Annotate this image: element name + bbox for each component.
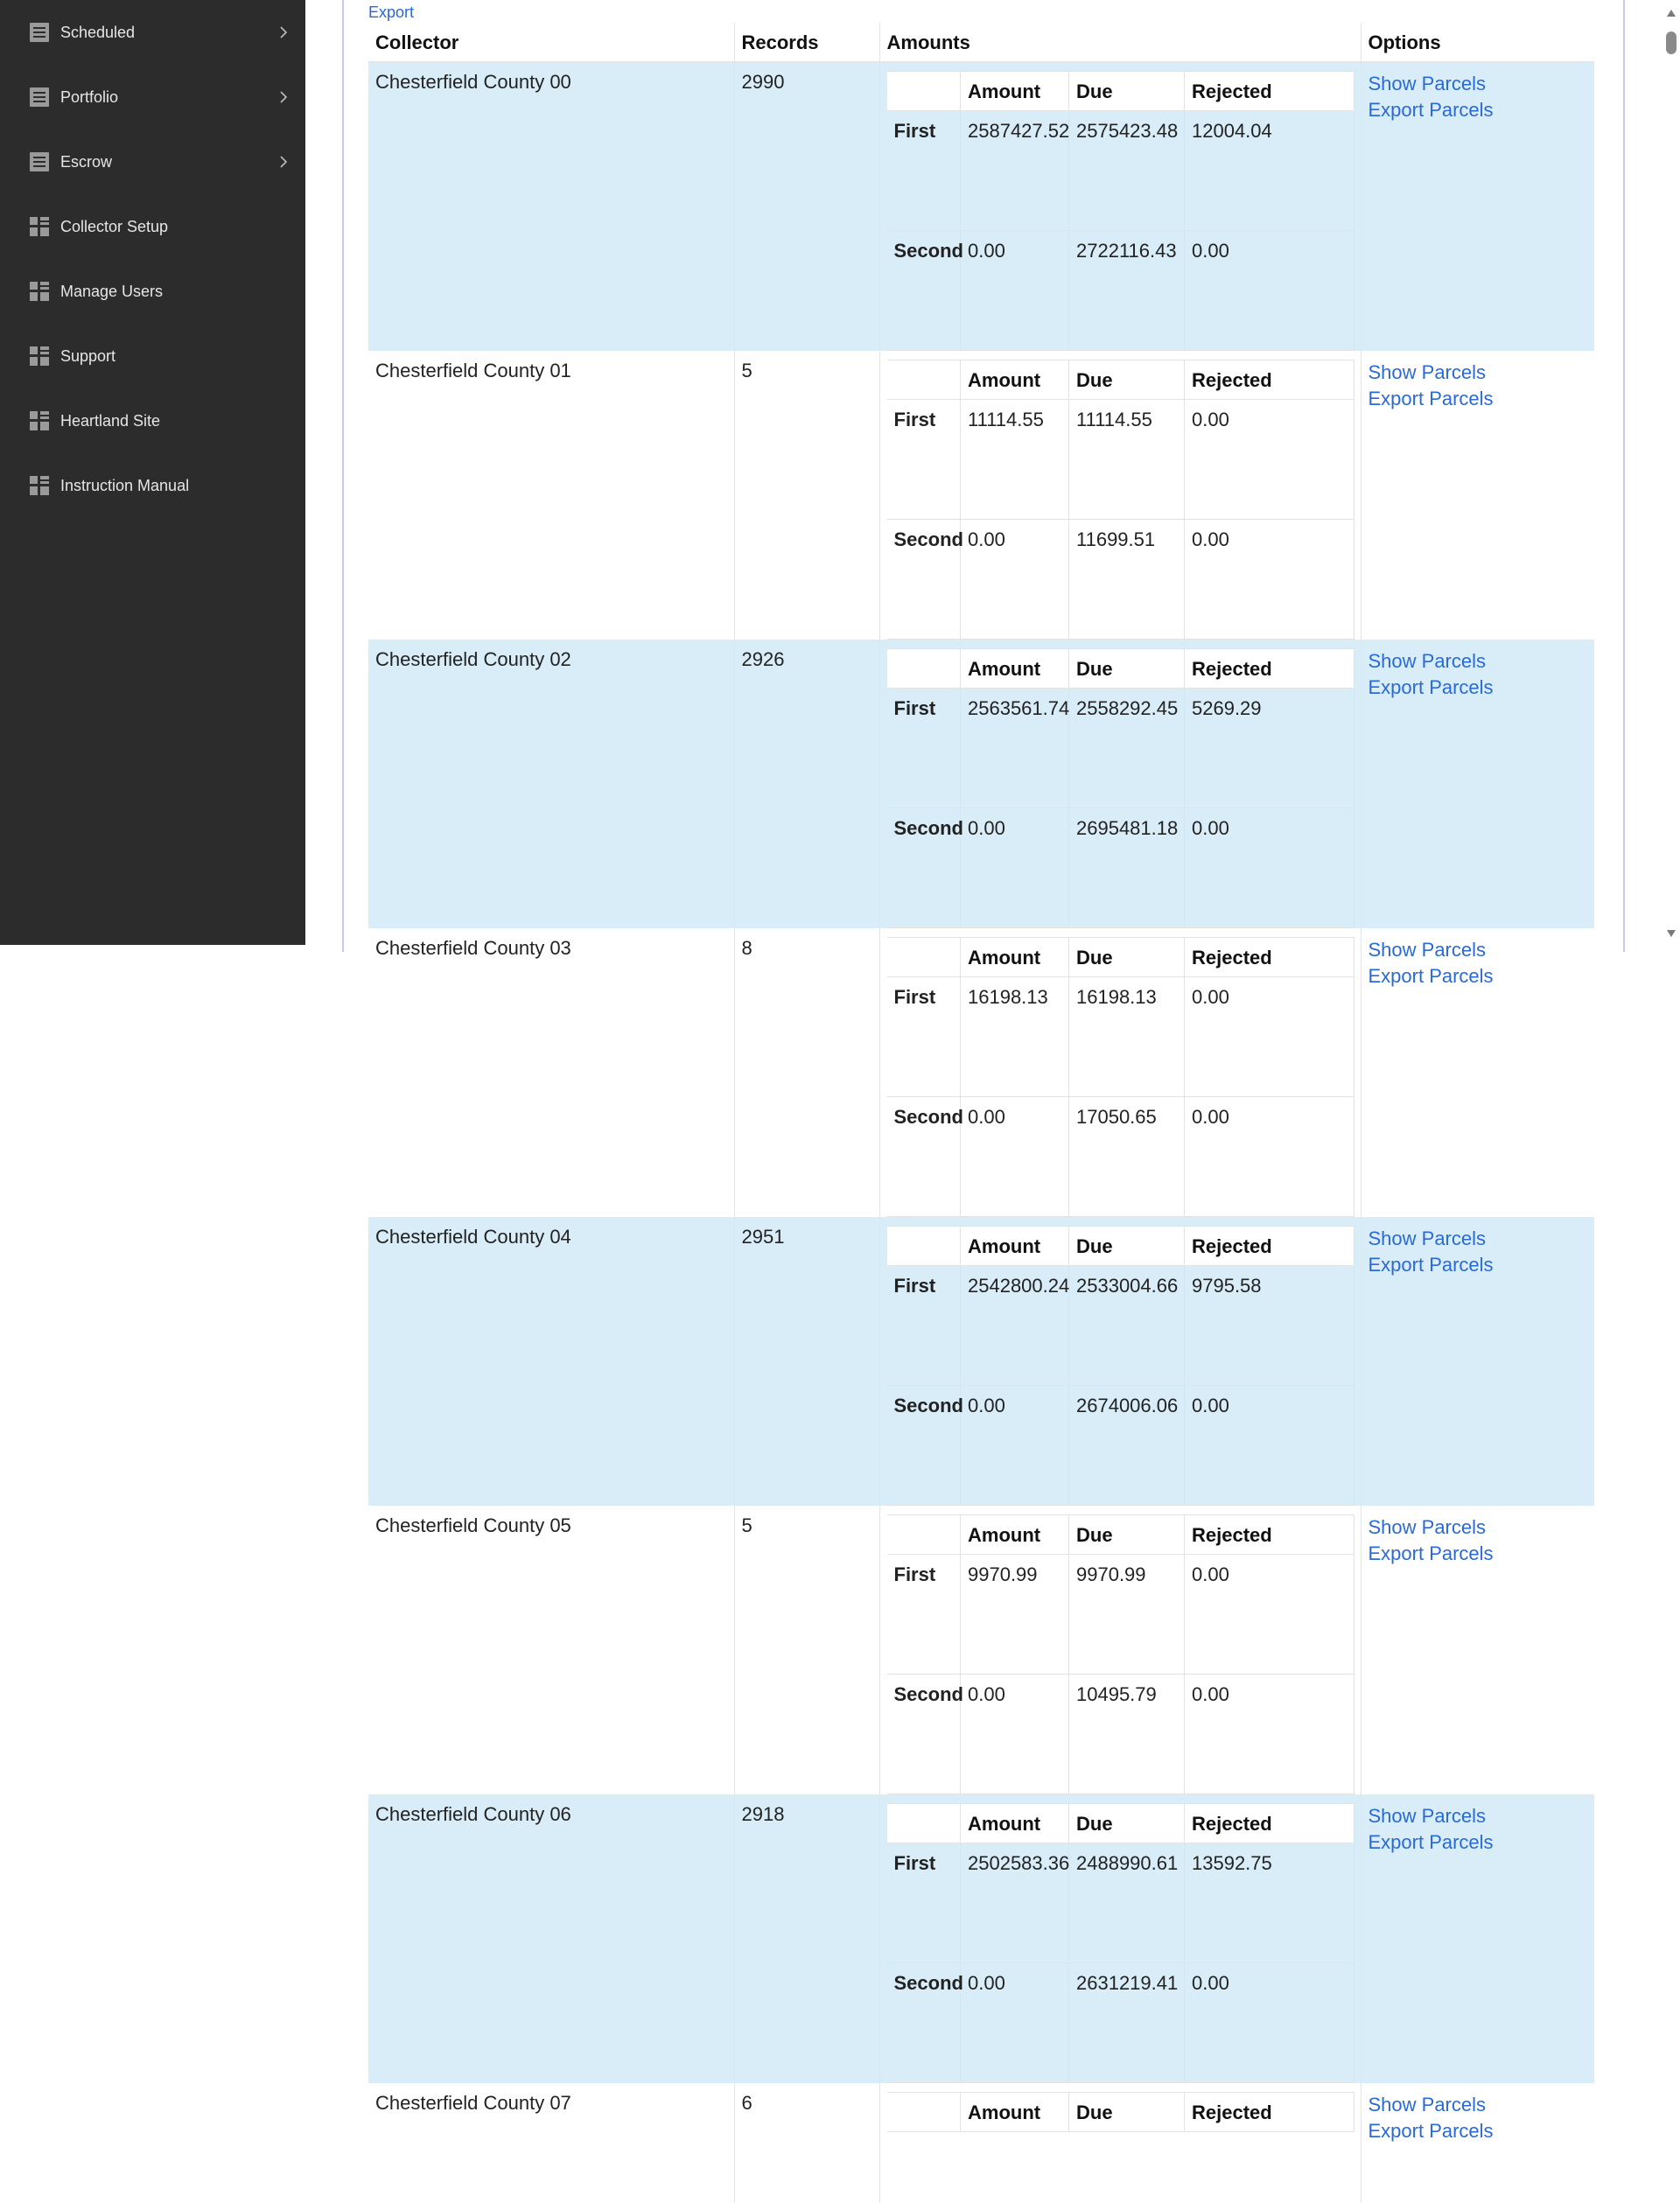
amounts-row-label: Second [887,808,961,928]
amounts-header-rejected: Rejected [1185,938,1354,977]
rejected-value: 5269.29 [1185,689,1354,808]
amount-value: 2542800.24 [961,1266,1069,1386]
amounts-row-label: Second [887,1386,961,1506]
amount-value: 0.00 [961,1386,1069,1506]
show-parcels-link[interactable]: Show Parcels [1368,73,1487,94]
records-cell: 2951 [734,1217,879,1506]
amount-value: 2502583.36 [961,1843,1069,1963]
amounts-header-amount: Amount [961,72,1069,111]
amounts-header-blank [887,2093,961,2132]
grid-icon [29,216,50,237]
due-value: 2558292.45 [1069,689,1185,808]
due-value: 2631219.41 [1069,1963,1185,2083]
amounts-subtable [887,1226,1355,1506]
records-cell: 2926 [734,640,879,928]
chevron-right-icon [277,156,290,168]
amounts-row-label: First [887,689,961,808]
amounts-subtable [887,937,1355,1217]
amounts-row-label: First [887,1843,961,1963]
amounts-cell [879,2083,1361,2203]
sidebar-item-label: Escrow [60,152,113,171]
sidebar-item-label: Support [60,346,116,365]
sidebar-item-label: Collector Setup [60,217,169,235]
grid-icon [29,346,50,367]
amounts-row [887,520,1354,640]
list-icon [29,87,50,108]
amounts-row [887,1097,1354,1217]
header-amounts: Amounts [879,23,1361,62]
rejected-value: 0.00 [1185,400,1354,520]
amounts-subtable [887,1514,1355,1794]
due-value: 10495.79 [1069,1675,1185,1794]
grid-icon [29,475,50,496]
header-options: Options [1361,23,1594,62]
export-parcels-link[interactable]: Export Parcels [1368,2120,1494,2142]
export-parcels-link[interactable]: Export Parcels [1368,1254,1494,1276]
due-value: 2695481.18 [1069,808,1185,928]
amounts-header-rejected: Rejected [1185,1227,1354,1266]
due-value: 2722116.43 [1069,231,1185,351]
list-icon [29,22,50,43]
amounts-row [887,111,1354,231]
sidebar-item-portfolio[interactable] [0,65,305,129]
amounts-header-due: Due [1069,938,1185,977]
amounts-cell [879,1506,1361,1794]
rejected-value: 0.00 [1185,1555,1354,1675]
amounts-header-row [887,1804,1354,1843]
table-row [368,1217,1594,1506]
amounts-row-label: First [887,1266,961,1386]
chevron-right-icon [277,91,290,103]
records-cell: 8 [734,928,879,1217]
amounts-header-rejected: Rejected [1185,1804,1354,1843]
amounts-header-row [887,2093,1354,2132]
sidebar-item-label: Scheduled [60,23,136,41]
amounts-row-label: Second [887,231,961,351]
sidebar-item-label: Heartland Site [60,411,161,430]
records-cell: 2918 [734,1794,879,2083]
due-value: 16198.13 [1069,977,1185,1097]
amounts-row [887,1963,1354,2083]
amounts-header-amount: Amount [961,1227,1069,1266]
main-content [305,0,1680,2142]
amounts-row [887,1266,1354,1386]
amounts-header-due: Due [1069,2093,1185,2132]
amounts-row-label: First [887,111,961,231]
amounts-header-row [887,72,1354,111]
amounts-header-due: Due [1069,1515,1185,1555]
amounts-header-row [887,938,1354,977]
amounts-row [887,1555,1354,1675]
options-cell [1361,351,1594,640]
sidebar-item-escrow[interactable] [0,129,305,194]
amounts-cell [879,640,1361,928]
options-cell [1361,1217,1594,1506]
amounts-header-rejected: Rejected [1185,360,1354,400]
amounts-header-row [887,649,1354,689]
amounts-header-amount: Amount [961,2093,1069,2132]
due-value: 2575423.48 [1069,111,1185,231]
due-value: 9970.99 [1069,1555,1185,1675]
amounts-header-blank [887,649,961,689]
rejected-value: 0.00 [1185,231,1354,351]
amounts-header-blank [887,360,961,400]
sidebar-item-manage-users[interactable] [0,259,305,324]
show-parcels-link[interactable]: Show Parcels [1368,1805,1487,1827]
amounts-header-blank [887,1515,961,1555]
export-parcels-link[interactable]: Export Parcels [1368,99,1494,121]
due-value: 17050.65 [1069,1097,1185,1217]
amounts-subtable [887,2092,1355,2132]
rejected-value: 13592.75 [1185,1843,1354,1963]
collector-cell: Chesterfield County 06 [368,1794,734,2083]
show-parcels-link[interactable]: Show Parcels [1368,2094,1487,2116]
amounts-row [887,977,1354,1097]
rejected-value: 0.00 [1185,1386,1354,1506]
options-cell [1361,928,1594,1217]
due-value: 2488990.61 [1069,1843,1185,1963]
records-cell: 5 [734,1506,879,1794]
amounts-header-row [887,360,1354,400]
sidebar-item-collector-setup[interactable] [0,194,305,259]
options-cell [1361,1794,1594,2083]
rejected-value: 12004.04 [1185,111,1354,231]
export-parcels-link[interactable]: Export Parcels [1368,1831,1494,1853]
rejected-value: 0.00 [1185,808,1354,928]
amounts-header-blank [887,938,961,977]
sidebar-item-label: Manage Users [60,282,164,300]
table-row [368,640,1594,928]
amounts-subtable [887,1803,1355,2083]
options-cell [1361,2083,1594,2203]
collector-cell: Chesterfield County 01 [368,351,734,640]
show-parcels-link[interactable]: Show Parcels [1368,361,1487,383]
amounts-header-rejected: Rejected [1185,649,1354,689]
amounts-subtable [887,360,1355,640]
amounts-header-rejected: Rejected [1185,72,1354,111]
amounts-header-row [887,1227,1354,1266]
amount-value: 0.00 [961,1963,1069,2083]
collector-cell: Chesterfield County 00 [368,62,734,352]
rejected-value: 0.00 [1185,520,1354,640]
amounts-row-label: First [887,1555,961,1675]
amounts-header-due: Due [1069,1804,1185,1843]
amount-value: 2563561.74 [961,689,1069,808]
collector-cell: Chesterfield County 02 [368,640,734,928]
scroll-up-arrow-icon[interactable] [1666,7,1676,17]
table-row [368,62,1594,352]
due-value: 11699.51 [1069,520,1185,640]
grid-icon [29,410,50,431]
amounts-row [887,689,1354,808]
amounts-header-amount: Amount [961,649,1069,689]
scroll-thumb[interactable] [1666,31,1676,54]
amount-value: 16198.13 [961,977,1069,1097]
amounts-row-label: Second [887,520,961,640]
amounts-subtable [887,71,1355,351]
amounts-row-label: First [887,977,961,1097]
amounts-row-label: Second [887,1675,961,1794]
show-parcels-link[interactable]: Show Parcels [1368,1227,1487,1249]
amount-value: 11114.55 [961,400,1069,520]
amounts-header-amount: Amount [961,938,1069,977]
amount-value: 2587427.52 [961,111,1069,231]
amount-value: 0.00 [961,231,1069,351]
rejected-value: 0.00 [1185,1675,1354,1794]
collector-cell: Chesterfield County 07 [368,2083,734,2203]
collector-cell: Chesterfield County 05 [368,1506,734,1794]
export-parcels-link[interactable]: Export Parcels [1368,676,1494,698]
chevron-right-icon [277,26,290,38]
sidebar [0,0,305,945]
amounts-row-label: Second [887,1963,961,2083]
amounts-header-blank [887,1804,961,1843]
table-row [368,1794,1594,2083]
amounts-header-rejected: Rejected [1185,2093,1354,2132]
sidebar-item-label: Instruction Manual [60,476,190,494]
amounts-row [887,808,1354,928]
rejected-value: 0.00 [1185,1097,1354,1217]
amounts-cell [879,1217,1361,1506]
due-value: 11114.55 [1069,400,1185,520]
table-row [368,1506,1594,1794]
amounts-row-label: Second [887,1097,961,1217]
collector-cell: Chesterfield County 04 [368,1217,734,1506]
scrollbar[interactable] [1662,0,1680,945]
list-icon [29,151,50,172]
amounts-cell [879,1794,1361,2083]
amounts-cell [879,62,1361,352]
amounts-row [887,1843,1354,1963]
amounts-header-blank [887,72,961,111]
amounts-header-due: Due [1069,360,1185,400]
due-value: 2533004.66 [1069,1266,1185,1386]
records-cell: 6 [734,2083,879,2203]
amounts-header-due: Due [1069,72,1185,111]
export-parcels-link[interactable]: Export Parcels [1368,388,1494,409]
amount-value: 9970.99 [961,1555,1069,1675]
rejected-value: 0.00 [1185,1963,1354,2083]
collector-table-wrapper [368,23,1594,2203]
records-cell: 5 [734,351,879,640]
show-parcels-link[interactable]: Show Parcels [1368,1516,1487,1538]
amounts-cell [879,351,1361,640]
export-link[interactable]: Export [368,3,415,21]
amounts-header-rejected: Rejected [1185,1515,1354,1555]
amounts-header-amount: Amount [961,1804,1069,1843]
sidebar-item-support[interactable] [0,324,305,388]
sidebar-item-label: Portfolio [60,87,119,106]
show-parcels-link[interactable]: Show Parcels [1368,650,1487,672]
rejected-value: 0.00 [1185,977,1354,1097]
options-cell [1361,1506,1594,1794]
header-records: Records [734,23,879,62]
collector-table [368,23,1594,2203]
collector-cell: Chesterfield County 03 [368,928,734,1217]
amounts-row [887,231,1354,351]
header-collector: Collector [368,23,734,62]
amounts-row [887,1386,1354,1506]
sidebar-item-instruction-manual[interactable] [0,453,305,518]
amounts-row [887,1675,1354,1794]
amounts-row [887,400,1354,520]
sidebar-item-heartland-site[interactable] [0,388,305,453]
export-parcels-link[interactable]: Export Parcels [1368,965,1494,987]
amount-value: 0.00 [961,520,1069,640]
amounts-header-due: Due [1069,1227,1185,1266]
records-cell: 2990 [734,62,879,352]
table-header-row [368,23,1594,62]
amounts-header-due: Due [1069,649,1185,689]
rejected-value: 9795.58 [1185,1266,1354,1386]
table-row [368,2083,1594,2203]
options-cell [1361,640,1594,928]
amounts-row-label: First [887,400,961,520]
amounts-cell [879,928,1361,1217]
amount-value: 0.00 [961,1097,1069,1217]
amounts-header-blank [887,1227,961,1266]
options-cell [1361,62,1594,352]
grid-icon [29,281,50,302]
amounts-header-amount: Amount [961,1515,1069,1555]
amount-value: 0.00 [961,808,1069,928]
due-value: 2674006.06 [1069,1386,1185,1506]
sidebar-item-scheduled[interactable] [0,0,305,65]
export-parcels-link[interactable]: Export Parcels [1368,1542,1494,1564]
scroll-down-arrow-icon[interactable] [1666,927,1676,938]
amounts-subtable [887,648,1355,928]
amounts-header-amount: Amount [961,360,1069,400]
amounts-header-row [887,1515,1354,1555]
table-row [368,928,1594,1217]
amount-value: 0.00 [961,1675,1069,1794]
show-parcels-link[interactable]: Show Parcels [1368,939,1487,961]
table-row [368,351,1594,640]
